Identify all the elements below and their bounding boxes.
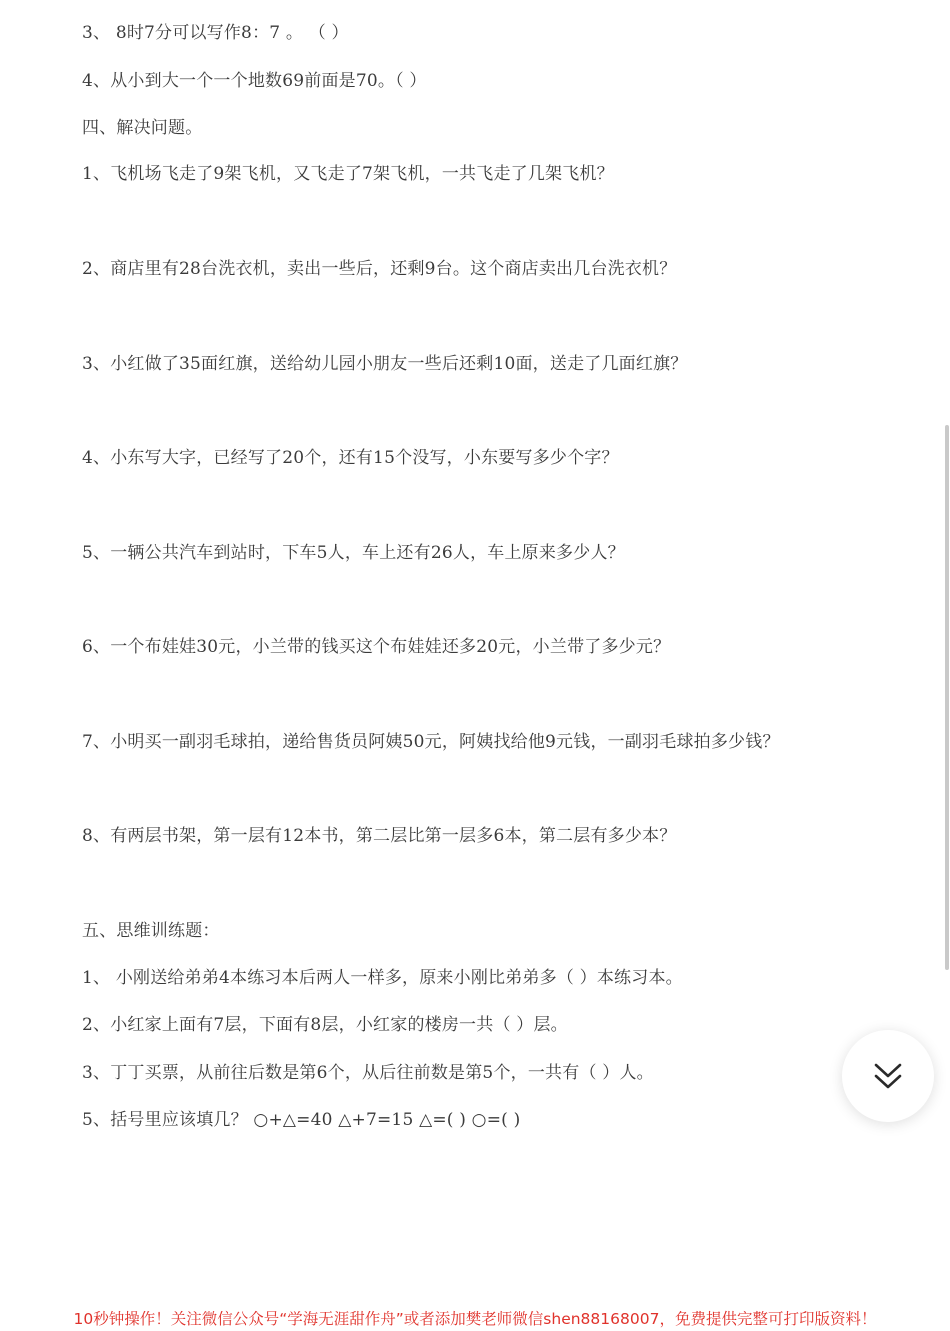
section-heading-solve-problems: 四、解决问题。 xyxy=(82,118,203,138)
problem-item-4: 4、小东写大字，已经写了20个，还有15个没写，小东要写多少个字？ xyxy=(82,448,619,468)
thinking-item-1: 1、 小刚送给弟弟4本练习本后两人一样多，原来小刚比弟弟多（ ）本练习本。 xyxy=(82,968,683,988)
problem-item-8: 8、有两层书架，第一层有12本书，第二层比第一层多6本，第二层有多少本？ xyxy=(82,826,677,846)
problem-item-1: 1、飞机场飞走了9架飞机，又飞走了7架飞机，一共飞走了几架飞机？ xyxy=(82,164,614,184)
problem-item-7: 7、小明买一副羽毛球拍，递给售货员阿姨50元，阿姨找给他9元钱，一副羽毛球拍多少钱？ xyxy=(82,732,780,752)
judgement-item-4: 4、从小到大一个一个地数69前面是70。（ ） xyxy=(82,71,427,91)
scrollbar[interactable] xyxy=(944,0,950,1331)
problem-item-3: 3、小红做了35面红旗，送给幼儿园小朋友一些后还剩10面，送走了几面红旗？ xyxy=(82,354,688,374)
thinking-item-2: 2、小红家上面有7层，下面有8层，小红家的楼房一共（ ）层。 xyxy=(82,1015,568,1035)
thinking-item-5: 5、括号里应该填几？ ○+△=40 △+7=15 △=( ) ○=( ) xyxy=(82,1110,521,1130)
problem-item-2: 2、商店里有28台洗衣机，卖出一些后，还剩9台。这个商店卖出几台洗衣机？ xyxy=(82,259,677,279)
promo-footer-text: 10秒钟操作！关注微信公众号“学海无涯甜作舟”或者添加樊老师微信shen88168007，免费提供完整可打印版资料！ xyxy=(73,1310,877,1328)
section-heading-thinking-training: 五、思维训练题： xyxy=(82,921,220,941)
scrollbar-thumb[interactable] xyxy=(945,425,949,970)
double-chevron-down-icon xyxy=(871,1059,905,1093)
scroll-down-button[interactable] xyxy=(842,1030,934,1122)
judgement-item-3: 3、 8时7分可以写作8：7 。 （ ） xyxy=(82,23,349,43)
thinking-item-3: 3、丁丁买票，从前往后数是第6个，从后往前数是第5个，一共有（ ）人。 xyxy=(82,1063,654,1083)
problem-item-5: 5、一辆公共汽车到站时，下车5人，车上还有26人，车上原来多少人？ xyxy=(82,543,625,563)
problem-item-6: 6、一个布娃娃30元，小兰带的钱买这个布娃娃还多20元，小兰带了多少元？ xyxy=(82,637,671,657)
